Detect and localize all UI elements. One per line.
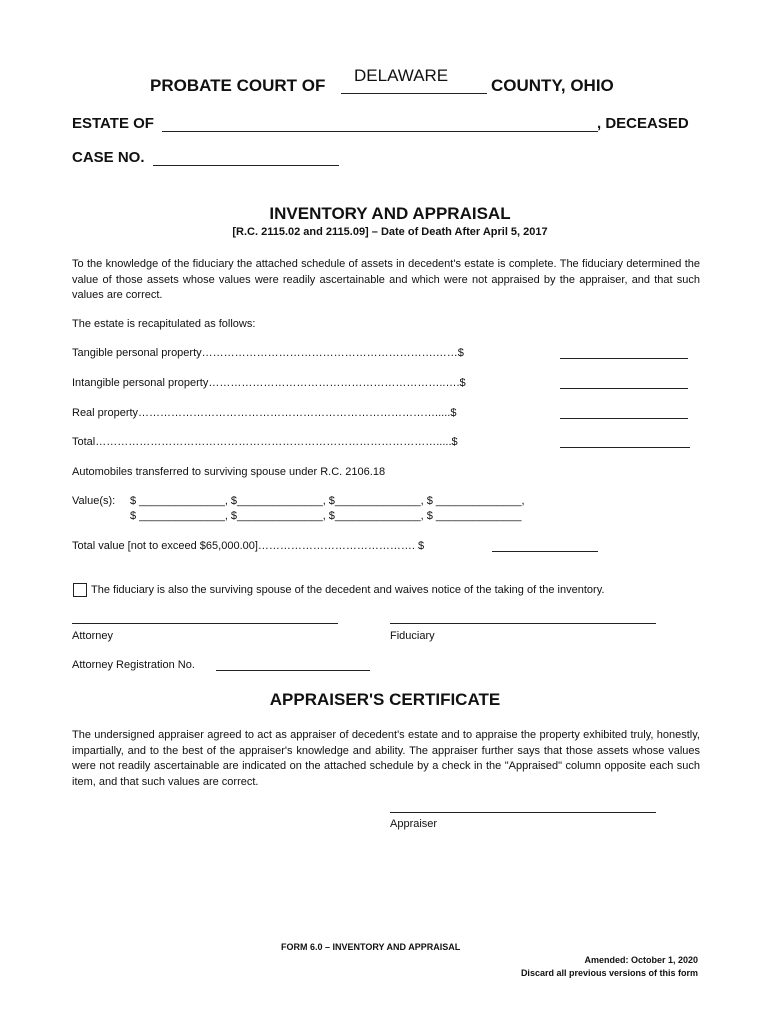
values-row-1[interactable]: $ ______________, $______________, $______________, $ ______________, [130,495,525,507]
values-label: Value(s): [72,495,116,507]
attorney-registration-field[interactable] [216,670,370,671]
automobiles-label: Automobiles transferred to surviving spouse under R.C. 2106.18 [72,466,386,478]
footer-discard: Discard all previous versions of this form [520,968,698,978]
footer-form-name: FORM 6.0 – INVENTORY AND APPRAISAL [281,942,461,952]
appraiser-paragraph: The undersigned appraiser agreed to act as appraiser of decedent's estate and to appraise the property exhibited truly, honestly, impartially, and to the best of the appraiser's knowledge and ability. The appraiser further says that those assets whose values were not readily ascertainable are indicated on the attached schedule by a check in the "Appraised" column opposite each such item, and that such values are correct. [72,729,700,788]
recap-real-label: Real property……………………………………………………………………….....$ [72,407,457,419]
footer-amended: Amended: October 1, 2020 [584,955,698,965]
spouse-checkbox-label: The fiduciary is also the surviving spouse of the decedent and waives notice of the taking of the inventory. [91,584,605,596]
attorney-label: Attorney [72,630,113,642]
recap-intangible-label: Intangible personal property………………………………………………………..….$ [72,377,466,389]
attorney-registration-label: Attorney Registration No. [72,659,195,671]
form-subtitle: [R.C. 2115.02 and 2115.09] – Date of Death After April 5, 2017 [232,226,548,238]
county-field[interactable]: DELAWARE [354,66,449,85]
recap-total-field[interactable] [560,447,690,448]
fiduciary-signature-line[interactable] [390,623,656,624]
appraiser-certificate-title: APPRAISER'S CERTIFICATE [269,690,501,709]
total-value-field[interactable] [492,551,598,552]
fiduciary-label: Fiduciary [390,630,435,642]
deceased-label: , DECEASED [597,115,689,132]
recap-intro: The estate is recapitulated as follows: [72,318,256,330]
case-label: CASE NO. [72,149,145,166]
form-title: INVENTORY AND APPRAISAL [269,204,511,223]
spouse-checkbox[interactable] [73,583,87,597]
values-row-2[interactable]: $ ______________, $______________, $______________, $ ______________ [130,510,522,522]
estate-name-field[interactable] [162,131,598,132]
total-value-label: Total value [not to exceed $65,000.00]……………………………………. $ [72,540,425,552]
recap-tangible-field[interactable] [560,358,688,359]
court-suffix: COUNTY, OHIO [491,76,614,95]
recap-tangible-label: Tangible personal property……………………………………………………….……$ [72,347,464,359]
court-prefix: PROBATE COURT OF [150,76,326,95]
county-underline [341,93,487,94]
appraiser-label: Appraiser [390,818,438,830]
recap-intangible-field[interactable] [560,388,688,389]
case-number-field[interactable] [153,165,339,166]
attorney-signature-line[interactable] [72,623,338,624]
recap-total-label: Total………………………………………………………………………………….....$ [72,436,458,448]
appraiser-signature-line[interactable] [390,812,656,813]
estate-label: ESTATE OF [72,115,154,132]
recap-real-field[interactable] [560,418,688,419]
intro-paragraph: To the knowledge of the fiduciary the attached schedule of assets in decedent's estate is complete. The fiduciary determined the value of those assets whose values were readily ascertainable and which were not appraised by the appraiser, and that such values are correct. [72,258,700,301]
